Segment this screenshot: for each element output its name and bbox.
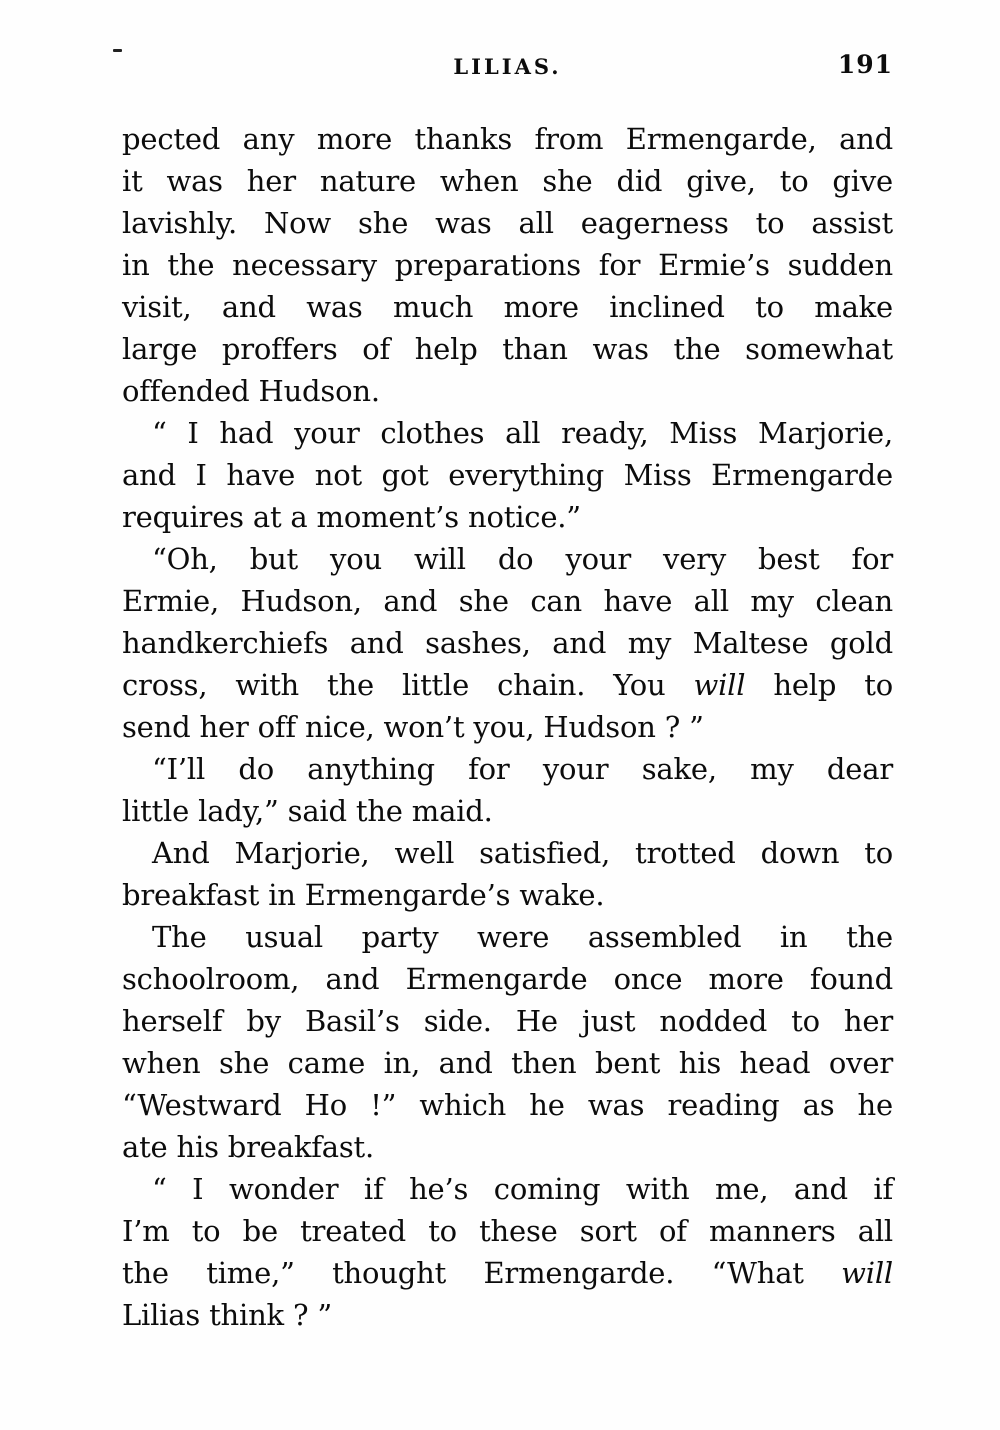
text-line: breakfast in Ermengarde’s wake. xyxy=(122,878,605,912)
paragraph xyxy=(122,538,893,748)
running-header: LILIAS. xyxy=(453,54,562,79)
text-line: visit, and was much more inclined to make xyxy=(122,290,893,324)
text-line: Lilias think ? ” xyxy=(122,1298,332,1332)
text-block xyxy=(122,118,893,1336)
text-line: offended Hudson. xyxy=(122,374,380,408)
text-line: the time,” thought Ermengarde. “What will xyxy=(122,1256,893,1290)
text-line: pected any more thanks from Ermengarde, and xyxy=(122,122,893,156)
text-line: little lady,” said the maid. xyxy=(122,794,493,828)
text-line: schoolroom, and Ermengarde once more found xyxy=(122,962,893,996)
text-line: lavishly. Now she was all eagerness to assist xyxy=(122,206,893,240)
text-line: Ermie, Hudson, and she can have all my clean xyxy=(122,584,893,618)
page-number: 191 xyxy=(837,50,893,79)
text-line: and I have not got everything Miss Ermengarde xyxy=(122,458,893,492)
text-line: “I’ll do anything for your sake, my dear xyxy=(152,752,893,786)
paragraph xyxy=(122,916,893,1168)
text-line: “Oh, but you will do your very best for xyxy=(152,542,893,576)
text-line: in the necessary preparations for Ermie’s sudden xyxy=(122,248,893,282)
text-line: The usual party were assembled in the xyxy=(152,920,893,954)
paragraph xyxy=(122,1168,893,1336)
text-line: send her off nice, won’t you, Hudson ? ” xyxy=(122,710,704,744)
text-line: “ I had your clothes all ready, Miss Marjorie, xyxy=(152,416,893,450)
paragraph xyxy=(122,118,893,412)
text-line: ate his breakfast. xyxy=(122,1130,375,1164)
paragraph xyxy=(122,748,893,832)
text-line: herself by Basil’s side. He just nodded to her xyxy=(122,1004,893,1038)
text-line: “ I wonder if he’s coming with me, and if xyxy=(152,1172,893,1206)
text-line: large proffers of help than was the somewhat xyxy=(122,332,893,366)
text-line: I’m to be treated to these sort of manners all xyxy=(122,1214,893,1248)
text-line: it was her nature when she did give, to give xyxy=(122,164,893,198)
text-line: cross, with the little chain. You will help to xyxy=(122,668,893,702)
text-line: requires at a moment’s notice.” xyxy=(122,500,581,534)
paragraph xyxy=(122,832,893,916)
scan-artifact-dash xyxy=(113,49,122,52)
text-line: handkerchiefs and sashes, and my Maltese gold xyxy=(122,626,893,660)
text-line: when she came in, and then bent his head over xyxy=(122,1046,893,1080)
paragraph xyxy=(122,412,893,538)
text-line: “Westward Ho !” which he was reading as he xyxy=(122,1088,893,1122)
text-line: And Marjorie, well satisfied, trotted down to xyxy=(152,836,893,870)
